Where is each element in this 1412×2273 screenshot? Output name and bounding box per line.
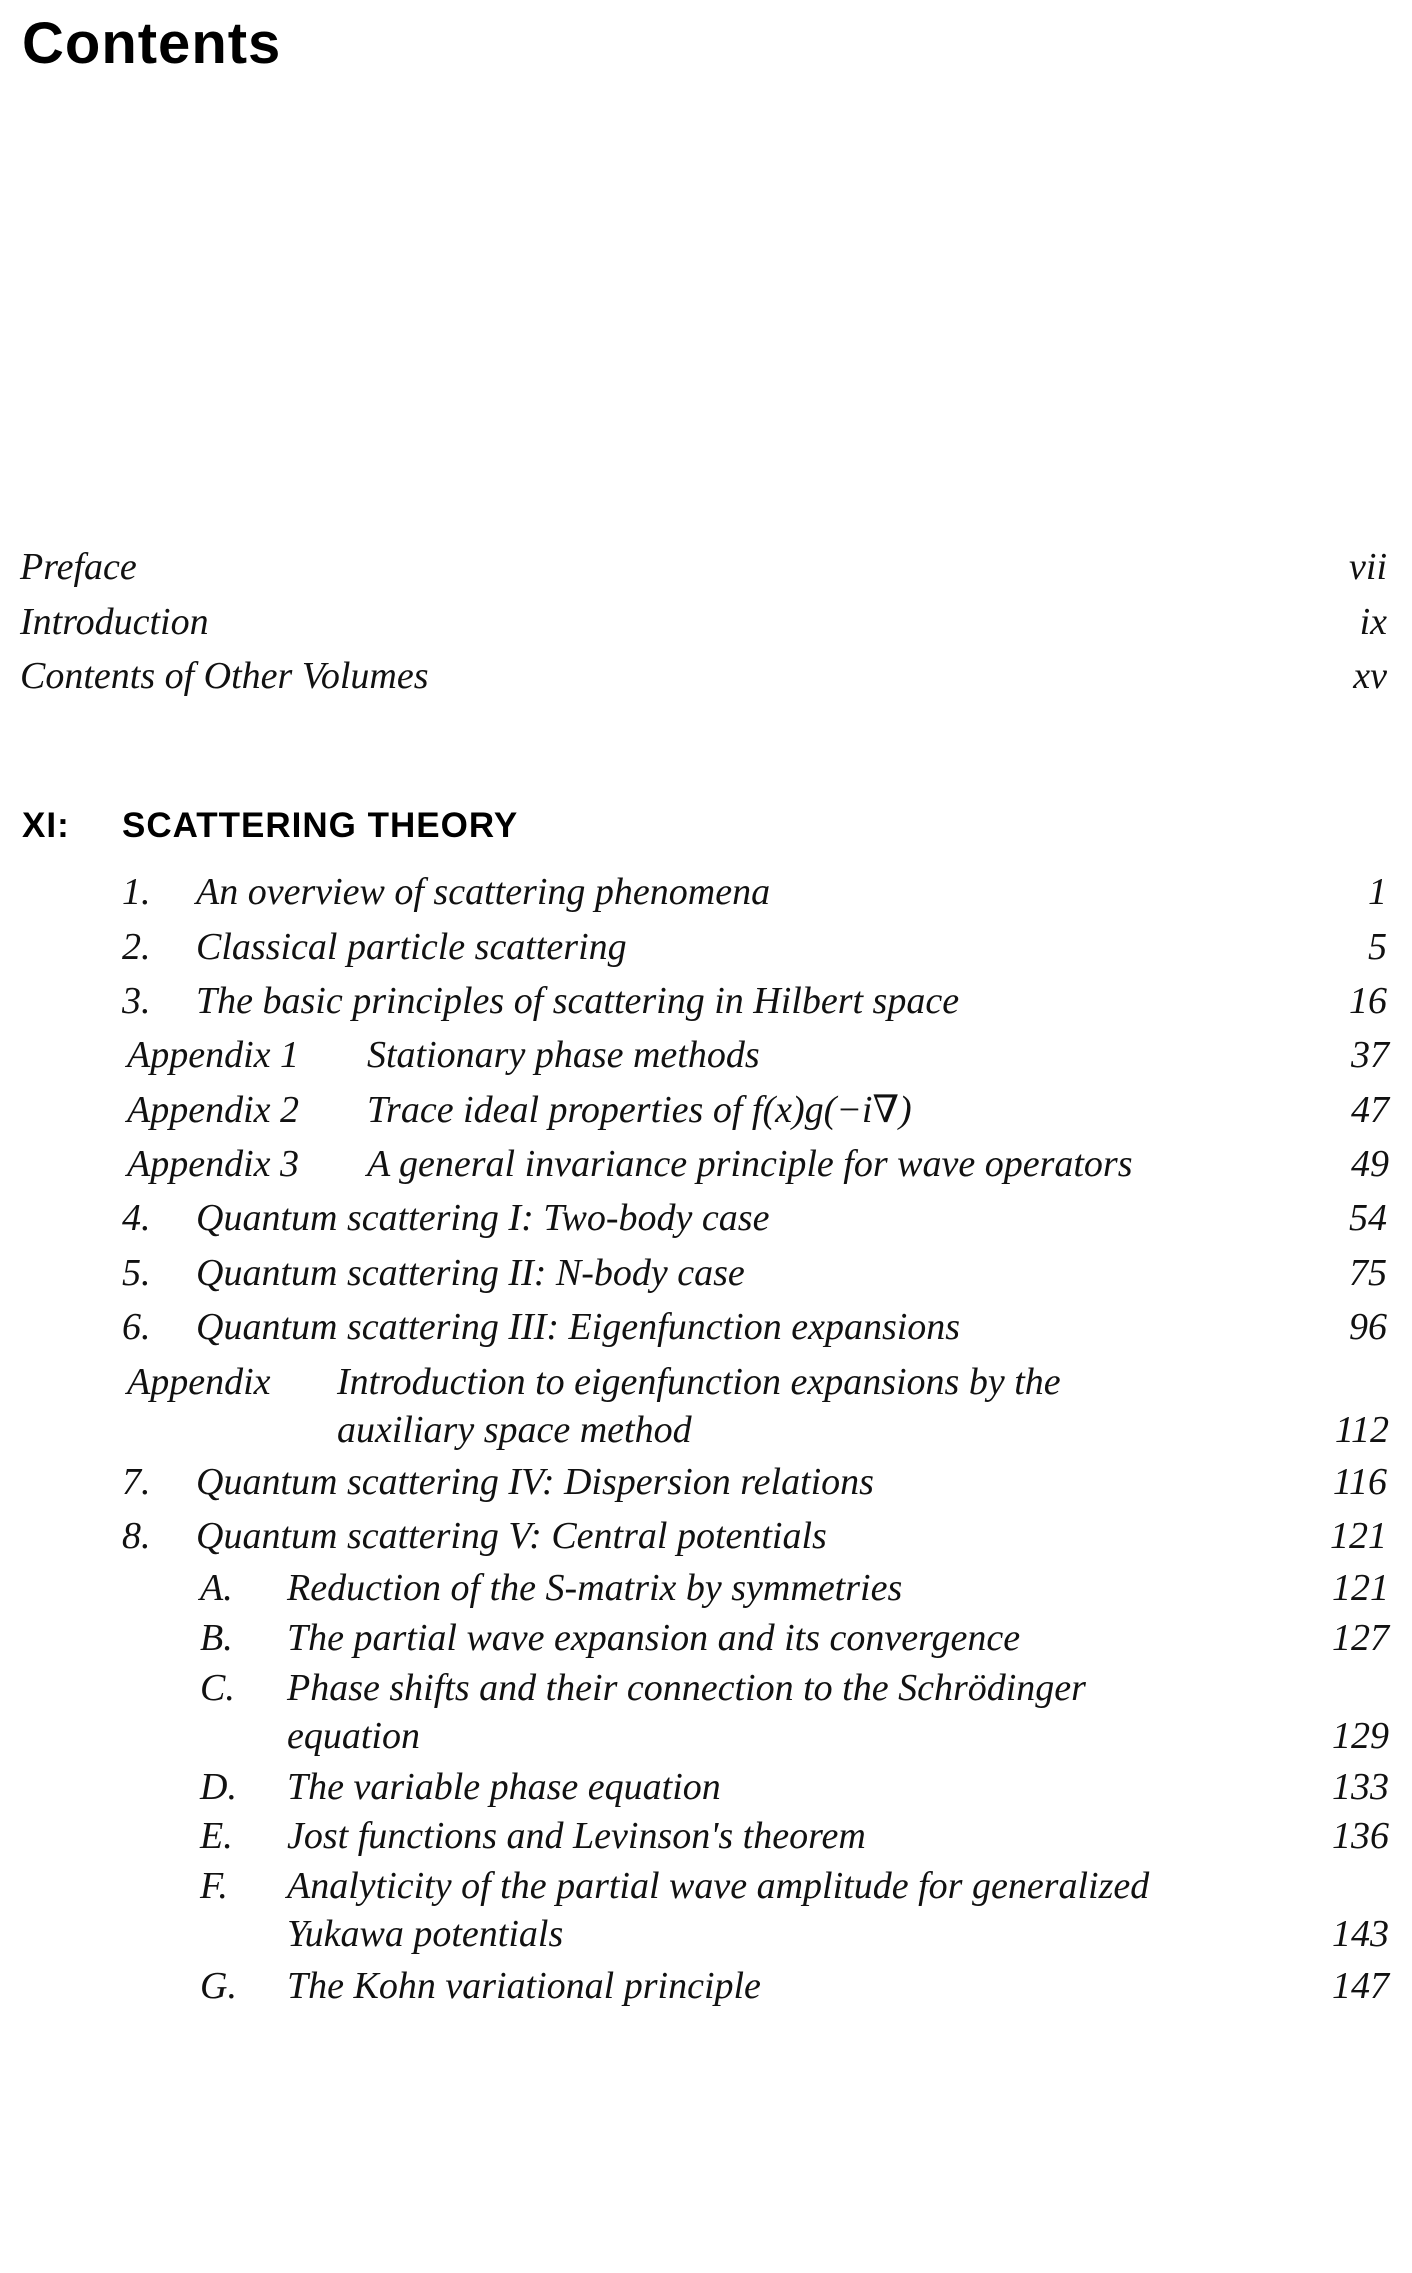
entry-page: 54 bbox=[1349, 1197, 1387, 1239]
toc-appendix-1[interactable] bbox=[127, 1029, 1389, 1081]
entry-title: Stationary phase methods bbox=[367, 1034, 760, 1076]
entry-title: Trace ideal properties of f(x)g(−i∇) bbox=[367, 1089, 912, 1131]
entry-page: 136 bbox=[1332, 1815, 1389, 1857]
entry-page: 133 bbox=[1332, 1766, 1389, 1808]
entry-title: The partial wave expansion and its convergence bbox=[287, 1617, 1021, 1659]
toc-section-g[interactable] bbox=[200, 1960, 1389, 2012]
entry-page: 96 bbox=[1349, 1306, 1387, 1348]
toc-chapter-7[interactable] bbox=[122, 1456, 1387, 1508]
entry-label: Appendix bbox=[127, 1361, 271, 1403]
toc-appendix-eigenfunction[interactable] bbox=[127, 1356, 1389, 1456]
entry-page: 112 bbox=[1334, 1409, 1389, 1451]
entry-title: Contents of Other Volumes bbox=[20, 655, 429, 697]
entry-page: xv bbox=[1353, 655, 1387, 697]
entry-number: 4. bbox=[122, 1197, 151, 1239]
toc-section-e[interactable] bbox=[200, 1810, 1389, 1862]
entry-page: 121 bbox=[1332, 1567, 1389, 1609]
toc-section-d[interactable] bbox=[200, 1761, 1389, 1813]
entry-page: 116 bbox=[1332, 1461, 1387, 1503]
entry-title: Quantum scattering IV: Dispersion relations bbox=[196, 1461, 874, 1503]
toc-chapter-8[interactable] bbox=[122, 1510, 1387, 1562]
entry-number: 2. bbox=[122, 926, 151, 968]
entry-title-line2: auxiliary space method bbox=[337, 1409, 692, 1451]
toc-entry-preface[interactable] bbox=[20, 541, 1387, 593]
entry-title: Preface bbox=[20, 546, 137, 588]
entry-number: 3. bbox=[122, 980, 151, 1022]
entry-title: Reduction of the S-matrix by symmetries bbox=[287, 1567, 903, 1609]
entry-page: 127 bbox=[1332, 1617, 1389, 1659]
toc-section-b[interactable] bbox=[200, 1612, 1389, 1664]
entry-title: Introduction bbox=[20, 601, 209, 643]
entry-number: 1. bbox=[122, 871, 151, 913]
entry-page: 49 bbox=[1351, 1143, 1389, 1185]
entry-title: Classical particle scattering bbox=[196, 926, 627, 968]
entry-title: The variable phase equation bbox=[287, 1766, 721, 1808]
entry-label: Appendix 3 bbox=[127, 1143, 300, 1185]
entry-title: A general invariance principle for wave operators bbox=[367, 1143, 1133, 1185]
entry-number: 7. bbox=[122, 1461, 151, 1503]
entry-title: Quantum scattering V: Central potentials bbox=[196, 1515, 827, 1557]
entry-title: Quantum scattering II: N-body case bbox=[196, 1252, 745, 1294]
entry-number: F. bbox=[200, 1865, 228, 1907]
entry-title-line1: Analyticity of the partial wave amplitude for generalized bbox=[287, 1865, 1150, 1907]
entry-title: Quantum scattering III: Eigenfunction expansions bbox=[196, 1306, 961, 1348]
toc-chapter-5[interactable] bbox=[122, 1247, 1387, 1299]
entry-label: Appendix 1 bbox=[127, 1034, 300, 1076]
toc-appendix-2[interactable] bbox=[127, 1084, 1389, 1136]
entry-title: Jost functions and Levinson's theorem bbox=[287, 1815, 866, 1857]
toc-chapter-3[interactable] bbox=[122, 975, 1387, 1027]
entry-page: 16 bbox=[1349, 980, 1387, 1022]
entry-page: 1 bbox=[1368, 871, 1387, 913]
part-title: SCATTERING THEORY bbox=[122, 806, 519, 845]
entry-title: The Kohn variational principle bbox=[287, 1965, 761, 2007]
entry-title-line2: equation bbox=[287, 1715, 420, 1757]
entry-title-line1: Introduction to eigenfunction expansions by the bbox=[337, 1361, 1061, 1403]
entry-title: An overview of scattering phenomena bbox=[196, 871, 771, 913]
toc-chapter-2[interactable] bbox=[122, 921, 1387, 973]
entry-title-line1: Phase shifts and their connection to the Schrödinger bbox=[287, 1667, 1086, 1709]
entry-page: 75 bbox=[1349, 1252, 1387, 1294]
entry-page: 121 bbox=[1330, 1515, 1387, 1557]
entry-number: G. bbox=[200, 1965, 237, 2007]
entry-title-line2: Yukawa potentials bbox=[287, 1913, 564, 1955]
entry-title: The basic principles of scattering in Hilbert space bbox=[196, 980, 960, 1022]
entry-page: ix bbox=[1359, 601, 1387, 643]
entry-page: 147 bbox=[1332, 1965, 1389, 2007]
entry-label: Appendix 2 bbox=[127, 1089, 300, 1131]
entry-number: 5. bbox=[122, 1252, 151, 1294]
entry-number: 6. bbox=[122, 1306, 151, 1348]
entry-number: B. bbox=[200, 1617, 233, 1659]
entry-title: Quantum scattering I: Two-body case bbox=[196, 1197, 770, 1239]
toc-chapter-6[interactable] bbox=[122, 1301, 1387, 1353]
toc-chapter-1[interactable] bbox=[122, 866, 1387, 918]
part-number: XI: bbox=[22, 806, 70, 845]
toc-section-a[interactable] bbox=[200, 1562, 1389, 1614]
entry-page: 143 bbox=[1332, 1913, 1389, 1955]
entry-number: E. bbox=[200, 1815, 233, 1857]
entry-page: 47 bbox=[1351, 1089, 1389, 1131]
entry-number: C. bbox=[200, 1667, 235, 1709]
toc-section-c[interactable] bbox=[200, 1662, 1389, 1762]
toc-entry-introduction[interactable] bbox=[20, 596, 1387, 648]
entry-page: 129 bbox=[1332, 1715, 1389, 1757]
entry-page: vii bbox=[1349, 546, 1387, 588]
entry-number: 8. bbox=[122, 1515, 151, 1557]
toc-chapter-4[interactable] bbox=[122, 1192, 1387, 1244]
entry-number: D. bbox=[200, 1766, 237, 1808]
entry-page: 37 bbox=[1351, 1034, 1389, 1076]
page-title: Contents bbox=[22, 11, 282, 76]
toc-appendix-3[interactable] bbox=[127, 1138, 1389, 1190]
toc-section-f[interactable] bbox=[200, 1860, 1389, 1960]
toc-entry-contents-other-volumes[interactable] bbox=[20, 650, 1387, 702]
entry-page: 5 bbox=[1368, 926, 1387, 968]
entry-number: A. bbox=[200, 1567, 233, 1609]
